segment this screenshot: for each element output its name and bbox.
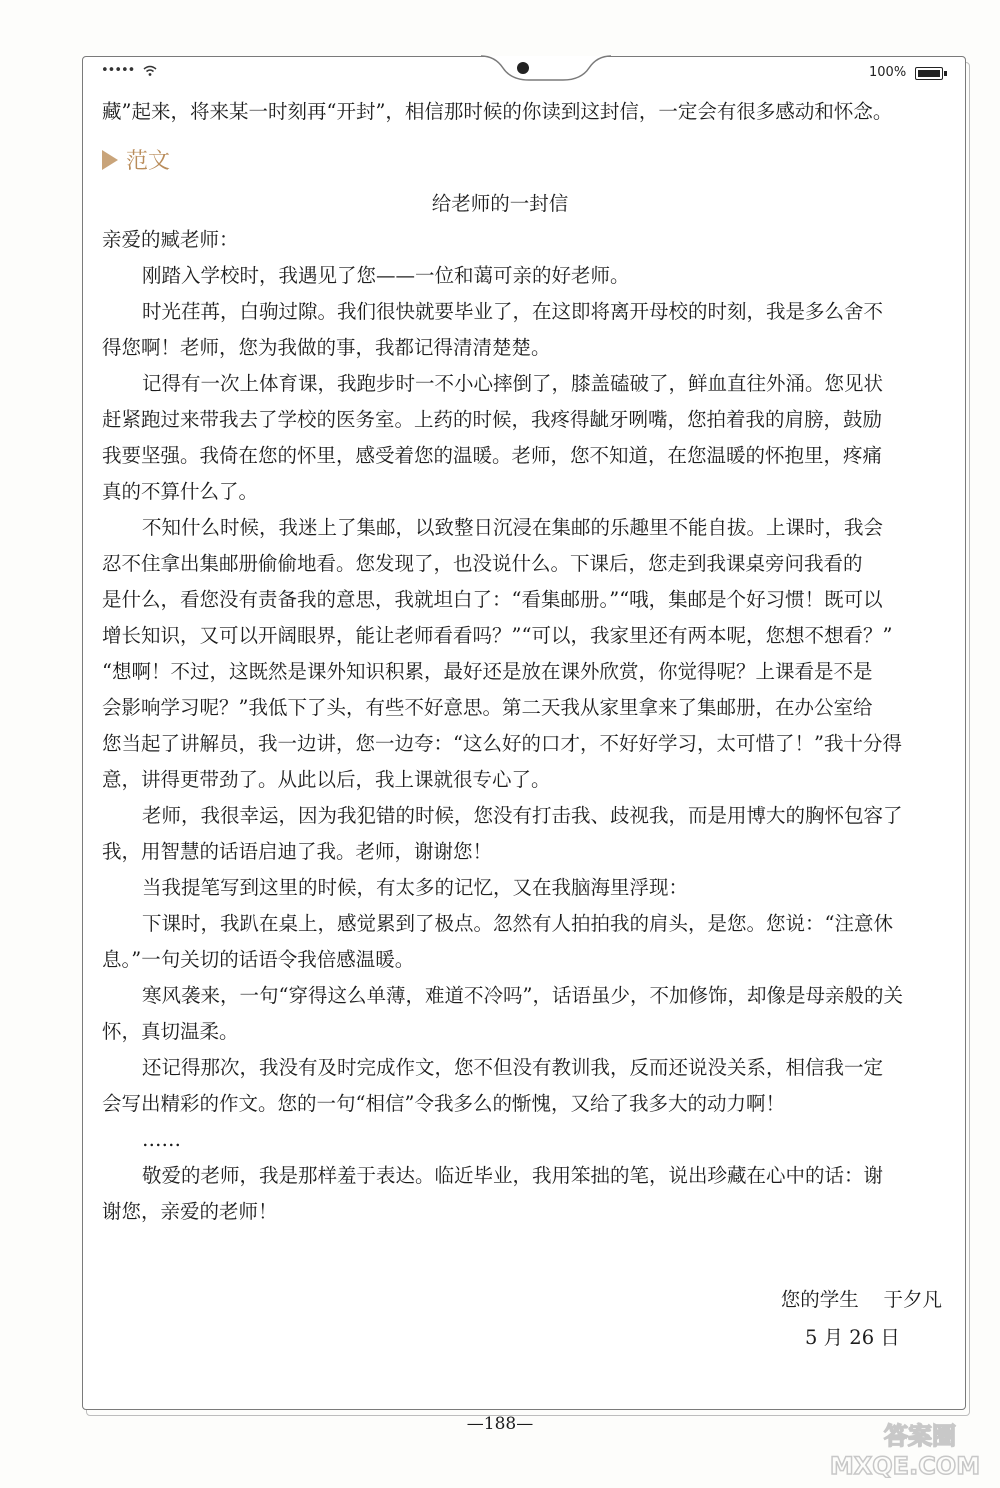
letter-line: 赶紧跑过来带我去了学校的医务室。上药的时候，我疼得龇牙咧嘴，您拍着我的肩膀，鼓励 xyxy=(102,408,883,431)
letter-greeting: 亲爱的臧老师： xyxy=(102,228,239,251)
watermark-bottom: MXQE.COM xyxy=(829,1452,981,1478)
letter-line: 老师，我很幸运，因为我犯错的时候，您没有打击我、歧视我，而是用博大的胸怀包容了 xyxy=(142,804,903,827)
status-bar xyxy=(83,57,965,93)
battery-cap xyxy=(944,71,947,76)
letter-line: 不知什么时候，我迷上了集邮，以致整日沉浸在集邮的乐趣里不能自拔。上课时，我会 xyxy=(142,516,884,539)
letter-title: 给老师的一封信 xyxy=(431,192,569,215)
wifi-icon xyxy=(143,65,157,77)
letter-line: 真的不算什么了。 xyxy=(102,480,259,503)
letter-line: 我，用智慧的话语启迪了我。老师，谢谢您！ xyxy=(102,840,493,863)
battery-percent: 100% xyxy=(869,65,907,80)
battery-fill xyxy=(918,70,940,77)
letter-signature: 您的学生 于夕凡 xyxy=(780,1288,942,1311)
letter-line: 时光荏苒，白驹过隙。我们很快就要毕业了，在这即将离开母校的时刻，我是多么舍不 xyxy=(142,300,884,323)
letter-line: 会写出精彩的作文。您的一句“相信”令我多么的惭愧，又给了我多大的动力啊！ xyxy=(102,1092,785,1115)
letter-line: 忍不住拿出集邮册偷偷地看。您发现了，也没说什么。下课后，您走到我课桌旁问我看的 xyxy=(102,552,863,575)
top-text xyxy=(102,94,948,130)
signal-icon: ••••• xyxy=(101,63,135,78)
letter-line: 意，讲得更带劲了。从此以后，我上课就很专心了。 xyxy=(102,768,551,791)
letter-line: 敬爱的老师，我是那样羞于表达。临近毕业，我用笨拙的笔，说出珍藏在心中的话：谢 xyxy=(142,1164,884,1187)
letter-line: 寒风袭来，一句“穿得这么单薄，难道不冷吗”，话语虽少，不加修饰，却像是母亲般的关 xyxy=(142,984,903,1007)
letter-date: 5 月 26 日 xyxy=(805,1326,900,1349)
letter-line: 我要坚强。我倚在您的怀里，感受着您的温暖。老师，您不知道，在您温暖的怀抱里，疼痛 xyxy=(102,444,883,467)
watermark-top: 答案圈 xyxy=(884,1422,956,1450)
battery-icon xyxy=(915,67,943,80)
camera-icon xyxy=(517,62,529,74)
letter-line: 您当起了讲解员，我一边讲，您一边夸：“这么好的口才，不好好学习，太可惜了！”我十分得 xyxy=(102,732,902,755)
letter-line: 增长知识，又可以开阔眼界，能让老师看看吗？”“可以，我家里还有两本呢，您想不想看？” xyxy=(102,624,893,647)
letter-line: 下课时，我趴在桌上，感觉累到了极点。忽然有人拍拍我的肩头，是您。您说：“注意休 xyxy=(142,912,893,935)
letter-line: 会影响学习呢？”我低下了头，有些不好意思。第二天我从家里拿来了集邮册，在办公室给 xyxy=(102,696,873,719)
letter-line: 怀，真切温柔。 xyxy=(102,1020,239,1043)
letter-line: 谢您，亲爱的老师！ xyxy=(102,1200,278,1223)
letter-line: 息。”一句关切的话语令我倍感温暖。 xyxy=(102,948,415,971)
letter-line: 还记得那次，我没有及时完成作文，您不但没有教训我，反而还说没关系，相信我一定 xyxy=(142,1056,884,1079)
top-line: 藏”起来，将来某一时刻再“开封”，相信那时候的你读到这封信，一定会有很多感动和怀念。 xyxy=(102,100,893,123)
letter-line: “想啊！不过，这既然是课外知识积累，最好还是放在课外欣赏，你觉得呢？上课看是不是 xyxy=(102,660,873,683)
letter-line: …… xyxy=(142,1128,181,1151)
triangle-icon xyxy=(102,150,118,170)
letter-line: 记得有一次上体育课，我跑步时一不小心摔倒了，膝盖磕破了，鲜血直往外涌。您见状 xyxy=(142,372,884,395)
watermark-logo xyxy=(820,1418,990,1478)
letter-line: 当我提笔写到这里的时候，有太多的记忆，又在我脑海里浮现： xyxy=(142,876,689,899)
letter-line: 是什么，看您没有责备我的意思，我就坦白了：“看集邮册。”“哦，集邮是个好习惯！既可以 xyxy=(102,588,883,611)
letter-line: 刚踏入学校时，我遇见了您——一位和蔼可亲的好老师。 xyxy=(142,264,630,287)
letter-lines xyxy=(102,258,948,1230)
section-label: 范文 xyxy=(126,149,171,174)
letter-line: 得您啊！老师，您为我做的事，我都记得清清楚楚。 xyxy=(102,336,551,359)
notch-curve xyxy=(481,54,611,84)
letter-body xyxy=(102,222,948,1230)
page-number: —188— xyxy=(466,1414,534,1434)
